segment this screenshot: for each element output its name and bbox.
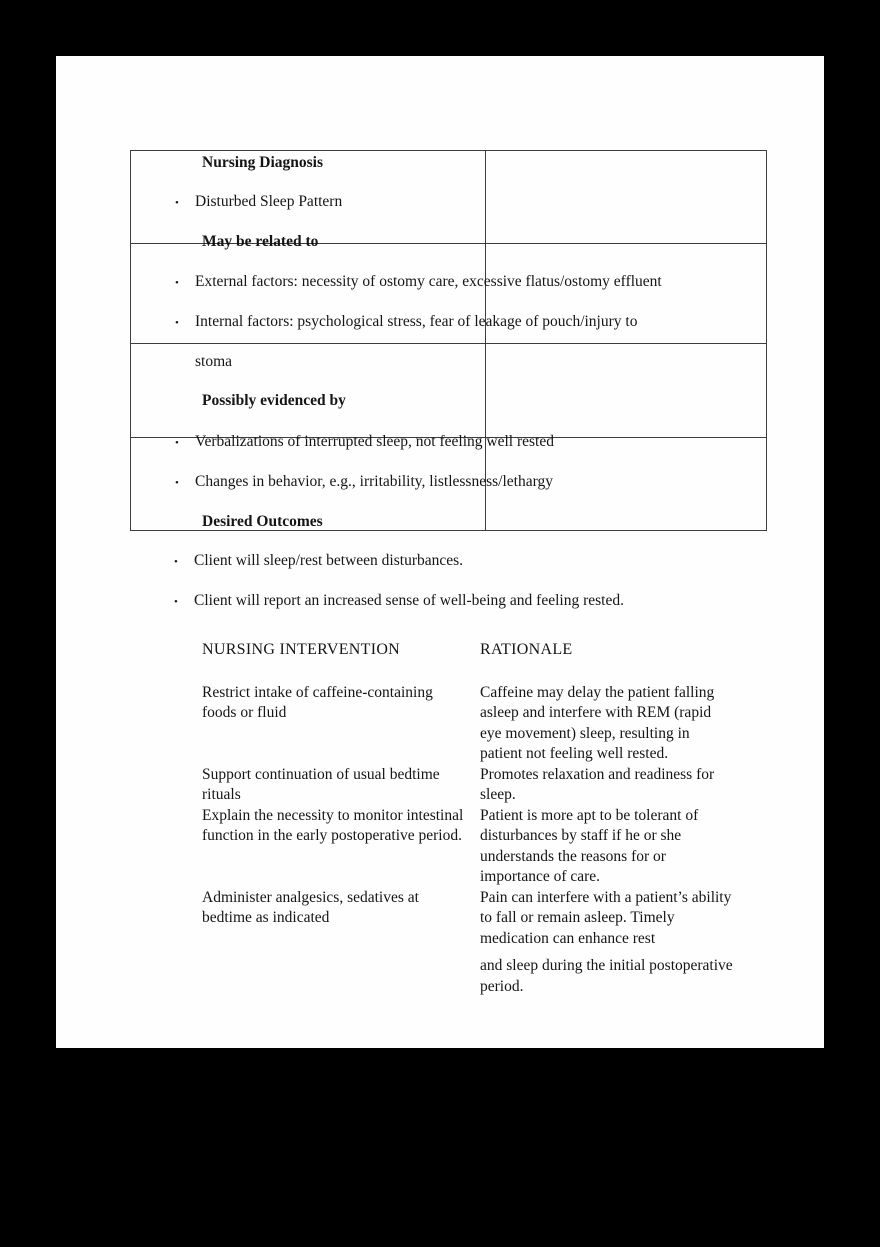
bullet-icon: •: [175, 197, 179, 209]
item-text: External factors: necessity of ostomy care, excessive flatus/ostomy effluent: [195, 273, 662, 290]
bullet-list-item: [175, 432, 554, 453]
bullet-icon: •: [174, 556, 178, 568]
section-header-possibly-evidenced-by: Possibly evidenced by: [202, 392, 346, 409]
bullet-list-item: [175, 272, 662, 293]
rationale-cell: [480, 888, 748, 998]
table-row-border: [131, 343, 766, 344]
intervention-cell: Administer analgesics, sedatives at bedtime as indicated: [202, 888, 419, 926]
rationale-text-continued: and sleep during the initial postoperative period.: [480, 957, 733, 995]
document-page: [56, 56, 824, 1048]
bullet-list-item: [175, 192, 342, 213]
intervention-cell: Restrict intake of caffeine-containing foods or fluid: [202, 683, 433, 721]
item-text: Changes in behavior, e.g., irritability, listlessness/lethargy: [195, 473, 553, 490]
rationale-column-header: RATIONALE: [480, 641, 573, 658]
item-text: Verbalizations of interrupted sleep, not feeling well rested: [195, 433, 554, 450]
rationale-text: Pain can interfere with a patient’s ability to fall or remain asleep. Timely medication can enhance rest: [480, 888, 732, 947]
bullet-icon: •: [175, 477, 179, 489]
care-plan-table: [130, 150, 767, 531]
outcome-item: [174, 591, 624, 612]
outcome-item: [174, 551, 463, 572]
bullet-list-item: [175, 472, 553, 493]
interventions-table: [202, 640, 748, 997]
section-header-nursing-diagnosis: Nursing Diagnosis: [202, 154, 324, 171]
item-text-continuation: stoma: [195, 353, 233, 370]
bullet-icon: •: [175, 437, 179, 449]
item-text: Client will report an increased sense of well-being and feeling rested.: [194, 592, 624, 609]
section-header-may-be-related-to: May be related to: [202, 233, 319, 250]
item-text: Internal factors: psychological stress, fear of leakage of pouch/injury to: [195, 313, 638, 330]
item-text: Disturbed Sleep Pattern: [195, 193, 343, 210]
bullet-icon: •: [175, 317, 179, 329]
rationale-cell: Caffeine may delay the patient falling asleep and interfere with REM (rapid eye movement) sleep, resulting in patient not feeling well rested.: [480, 683, 715, 762]
bullet-list-item: [175, 312, 637, 333]
section-header-desired-outcomes: Desired Outcomes: [202, 513, 323, 530]
bullet-icon: •: [175, 277, 179, 289]
bullet-icon: •: [174, 596, 178, 608]
item-text: Client will sleep/rest between disturbances.: [194, 552, 464, 569]
rationale-cell: Promotes relaxation and readiness for sleep.: [480, 765, 715, 803]
rationale-cell: Patient is more apt to be tolerant of disturbances by staff if he or she understands the reasons for or importance of care.: [480, 806, 699, 885]
intervention-cell: Explain the necessity to monitor intestinal function in the early postoperative period.: [202, 806, 464, 844]
intervention-cell: Support continuation of usual bedtime rituals: [202, 765, 440, 803]
intervention-column-header: NURSING INTERVENTION: [202, 641, 401, 658]
